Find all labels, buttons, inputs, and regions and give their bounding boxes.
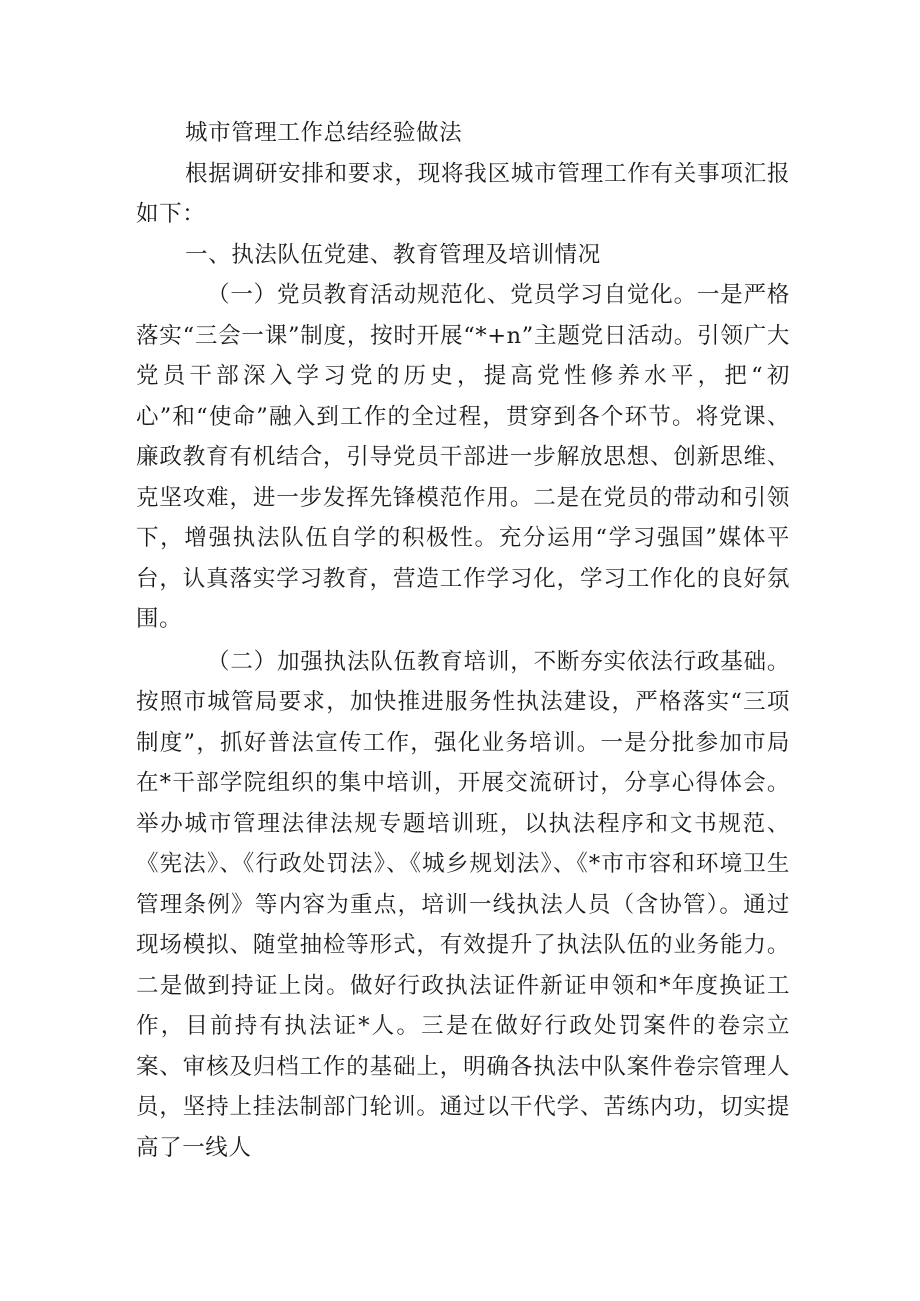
section-heading: 一、执法队伍党建、教育管理及培训情况 [185,241,601,268]
document-body [136,113,790,1168]
document-title: 城市管理工作总结经验做法 [185,120,463,146]
intro-paragraph: 根据调研安排和要求，现将我区城市管理工作有关事项汇报如下： [136,160,790,227]
body-paragraph-2: （二）加强执法队伍教育培训，不断夯实依法行政基础。按照市城管局要求，加快推进服务性执法建设，严格落实“三项制度”，抓好普法宣传工作，强化业务培训。一是分批参加市局在*干部学院组织的集中培训，开展交流研讨，分享心得体会。举办城市管理法律法规专题培训班，以执法程序和文书规范、《宪法》、《行政处罚法》、《城乡规划法》、《*市市容和环境卫生管理条例》等内容为重点，培训一线执法人员（含协管）。通过现场模拟、随堂抽检等形式，有效提升了执法队伍的业务能力。二是做到持证上岗。做好行政执法证件新证申领和*年度换证工作，目前持有执法证*人。三是在做好行政处罚案件的卷宗立案、审核及归档工作的基础上，明确各执法中队案件卷宗管理人员，坚持上挂法制部门轮训。通过以干代学、苦练内功，切实提高了一线人 [136,648,790,1161]
body-paragraph-1: （一）党员教育活动规范化、党员学习自觉化。一是严格落实“三会一课”制度，按时开展“*+n”主题党日活动。引领广大党员干部深入学习党的历史，提高党性修养水平，把“初心”和“使命”融入到工作的全过程，贯穿到各个环节。将党课、廉政教育有机结合，引导党员干部进一步解放思想、创新思维、克坚攻难，进一步发挥先锋模范作用。二是在党员的带动和引领下，增强执法队伍自学的积极性。充分运用“学习强国”媒体平台，认真落实学习教育，营造工作学习化，学习工作化的良好氛围。 [136,282,790,632]
